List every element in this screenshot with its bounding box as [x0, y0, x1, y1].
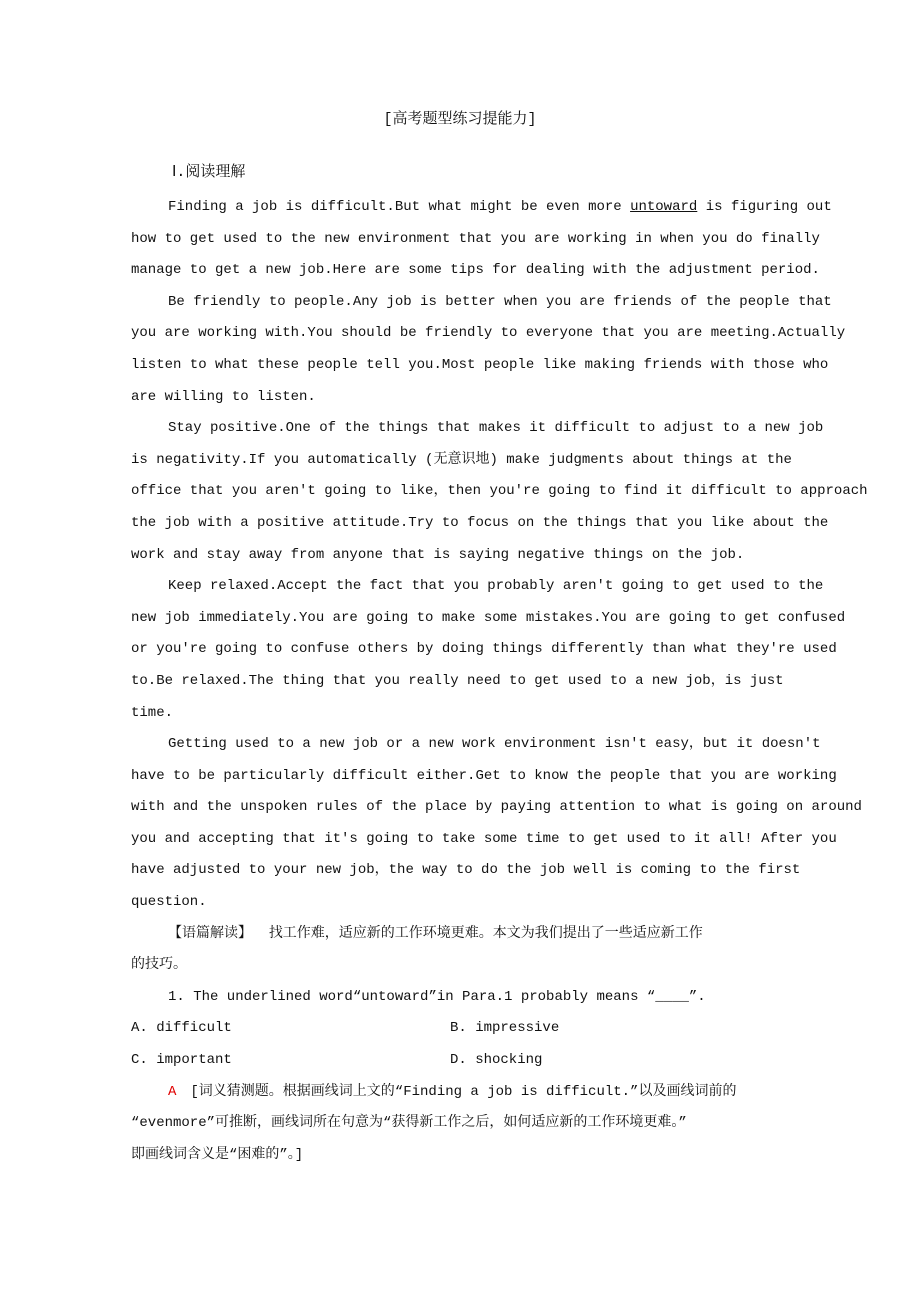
answer-line	[131, 1077, 891, 1109]
question-stem: 1. The underlined word“untoward”in Para.1 probably means “____”.	[168, 988, 706, 1005]
passage-line: you and accepting that it's going to take some time to get used to it all! After you	[131, 830, 837, 847]
answer-line: “evenmore”可推断，画线词所在句意为“获得新工作之后，如何适应新的工作环境更难。”	[131, 1115, 687, 1132]
answer-letter: A	[168, 1083, 177, 1100]
passage-line: listen to what these people tell you.Most people like making friends with those who	[131, 356, 829, 373]
passage-line: have adjusted to your new job，the way to do the job well is coming to the first	[131, 862, 801, 879]
summary-line: 的技巧。	[131, 957, 187, 974]
passage-line: work and stay away from anyone that is saying negative things on the job.	[131, 546, 745, 563]
summary-text: 找工作难，适应新的工作环境更难。本文为我们提出了一些适应新工作	[268, 925, 703, 942]
summary-line	[131, 919, 891, 951]
passage-line: is negativity.If you automatically (无意识地) make judgments about things at the	[131, 451, 792, 468]
passage-line: manage to get a new job.Here are some tips for dealing with the adjustment period.	[131, 262, 820, 279]
passage-line: or you're going to confuse others by doing things differently than what they're used	[131, 641, 837, 658]
passage-line	[131, 192, 891, 224]
option-b: B. impressive	[450, 1020, 560, 1037]
summary-label: 【语篇解读】	[168, 925, 252, 942]
options-row	[131, 1045, 891, 1077]
answer-line: 即画线词含义是“困难的”。]	[131, 1146, 304, 1163]
paragraph-3	[131, 413, 891, 571]
section-heading: Ⅰ.阅读理解	[172, 164, 246, 181]
passage-line: to.Be relaxed.The thing that you really need to get used to a new job，is just	[131, 672, 784, 689]
paragraph-5	[131, 729, 891, 919]
passage-line: Getting used to a new job or a new work environment isn't easy，but it doesn't	[168, 736, 821, 753]
text: Finding a job is difficult.But what might be even more	[168, 199, 631, 215]
paragraph-2	[131, 287, 891, 413]
passage-line: Stay positive.One of the things that makes it difficult to adjust to a new job	[168, 420, 824, 437]
passage-line: office that you aren't going to like，then you're going to find it difficult to approach	[131, 483, 868, 500]
passage-line: the job with a positive attitude.Try to focus on the things that you like about the	[131, 514, 829, 531]
passage-line: are willing to listen.	[131, 388, 316, 405]
paragraph-1	[131, 224, 891, 287]
passage-line: you are working with.You should be friendly to everyone that you are meeting.Actually	[131, 325, 846, 342]
options-row	[131, 1013, 891, 1045]
underlined-word: untoward	[630, 199, 698, 215]
page-title: [高考题型练习提能力]	[383, 111, 537, 128]
passage-line: question.	[131, 894, 207, 911]
answer-text: [词义猜测题。根据画线词上文的“Finding a job is difficult.”以及画线词前的	[190, 1083, 737, 1100]
passage-line: time.	[131, 704, 174, 721]
passage-line: with and the unspoken rules of the place by paying attention to what is going on around	[131, 799, 862, 816]
option-c: C. important	[131, 1052, 232, 1069]
passage-line: Keep relaxed.Accept the fact that you probably aren't going to get used to the	[168, 578, 824, 595]
document-body	[131, 192, 891, 1171]
paragraph-4	[131, 571, 891, 729]
passage-line: new job immediately.You are going to make some mistakes.You are going to get confused	[131, 609, 846, 626]
passage-line: how to get used to the new environment that you are working in when you do finally	[131, 230, 820, 247]
option-d: D. shocking	[450, 1052, 543, 1069]
passage-line: have to be particularly difficult either.Get to know the people that you are working	[131, 767, 837, 784]
option-a: A. difficult	[131, 1020, 232, 1037]
passage-line: Be friendly to people.Any job is better when you are friends of the people that	[168, 293, 832, 310]
text: is figuring out	[697, 199, 832, 215]
